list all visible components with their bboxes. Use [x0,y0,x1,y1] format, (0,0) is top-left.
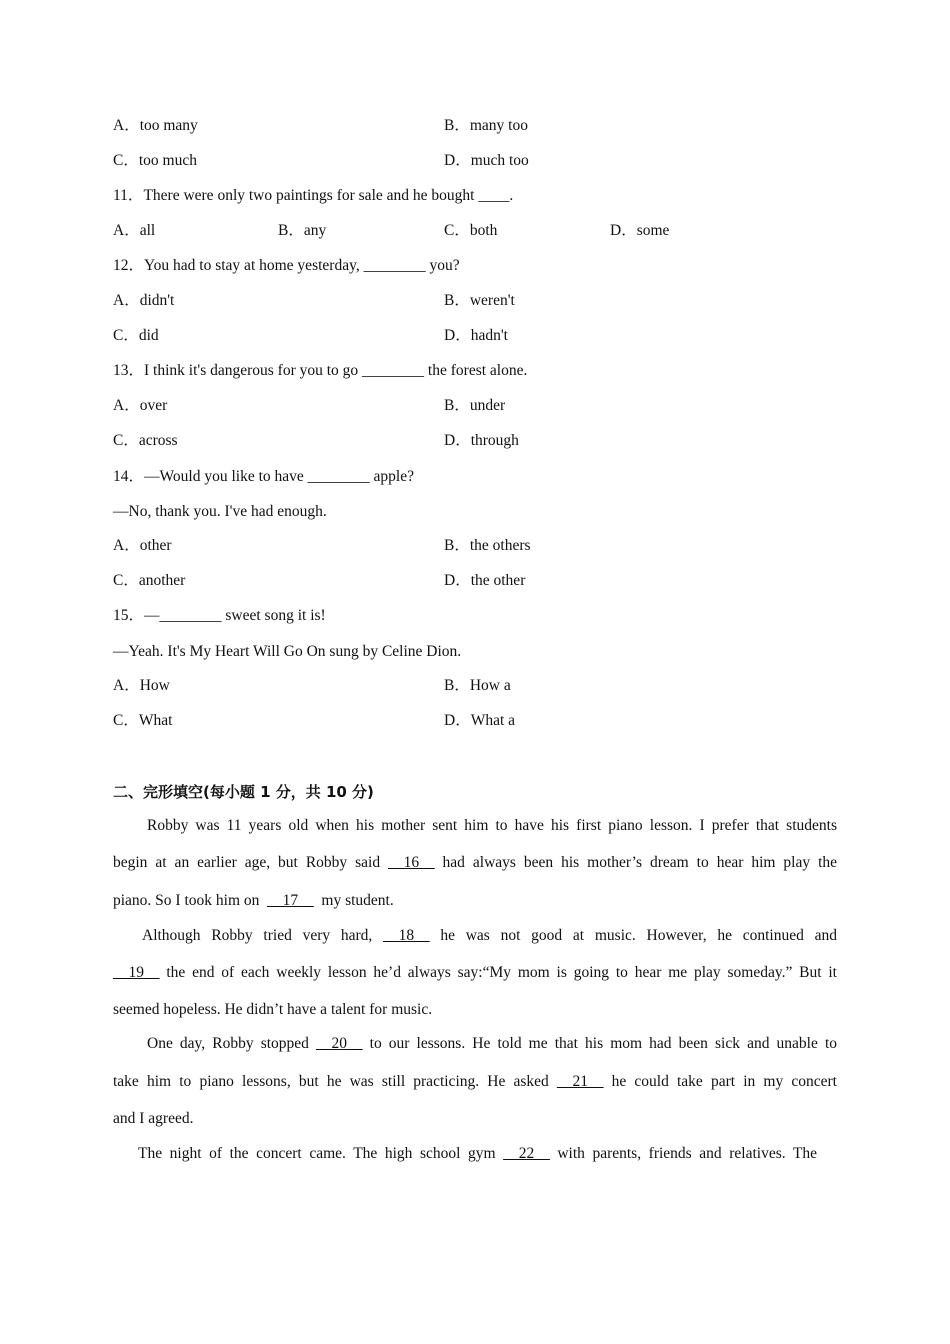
passage-p3-line-3: and I agreed. [113,1110,194,1127]
q15-option-d: D．What a [444,712,516,729]
q12-option-d: D．hadn't [444,327,508,344]
passage-text: One day, Robby stopped [147,1035,309,1052]
q15-stem-line [113,606,326,626]
q10-option-a: A．too many [113,117,198,134]
q14-option-d: D．the other [444,572,526,589]
passage-text: the end of each weekly lesson he’d always say:“My mom is going to hear me play someday.” But it [166,964,837,981]
q12-stem: You had to stay at home yesterday, ________ you? [144,257,460,274]
q13-stem-line [113,361,527,381]
blank-19: __19__ [113,964,160,981]
q13-option-c: C．across [113,432,178,449]
q11-option-c: C．both [444,222,498,239]
passage-text: piano. So I took him on [113,892,260,909]
blank-16: __16__ [388,854,435,871]
passage-p1-line-1: Robby was 11 years old when his mother sent him to have his first piano lesson. I prefer that students [147,817,837,834]
q12-option-a: A．didn't [113,292,175,309]
passage-p3-line-1 [113,1034,837,1054]
passage-p1-line-3 [113,891,837,911]
q15-option-c: C．What [113,712,173,729]
q13-option-d: D．through [444,432,519,449]
passage-p4-line-1 [113,1144,817,1164]
q14-number: 14． [113,468,145,485]
passage-text: take him to piano lessons, but he was still practicing. He asked [113,1073,549,1090]
passage-text: Although Robby tried very hard, [142,927,373,944]
passage-p1-line-2 [113,853,837,873]
passage-p3-line-2 [113,1072,837,1092]
q12-option-b: B．weren't [444,292,515,309]
passage-p2-line-3: seemed hopeless. He didn’t have a talent for music. [113,1001,433,1018]
q14-option-c: C．another [113,572,186,589]
q14-option-a: A．other [113,537,172,554]
passage-p2-line-2 [113,963,837,983]
q12-option-c: C．did [113,327,159,344]
q13-option-b: B．under [444,397,506,414]
q13-stem: I think it's dangerous for you to go ________ the forest alone. [144,362,528,379]
passage-text: he could take part in my concert [611,1073,837,1090]
section-2-title: 二、完形填空(每小题 1 分，共 10 分) [113,783,374,801]
passage-text: he was not good at music. However, he continued and [440,927,838,944]
q11-stem-line [113,186,513,206]
q12-number: 12． [113,257,145,274]
q10-option-b: B．many too [444,117,528,134]
q15-stem: —________ sweet song it is! [144,607,326,624]
q13-option-a: A．over [113,397,168,414]
q11-stem: There were only two paintings for sale and he bought ____. [143,187,514,204]
q14-stem-line [113,467,414,487]
q14-reply: —No, thank you. I've had enough. [113,503,327,520]
q15-option-a: A．How [113,677,170,694]
q12-stem-line [113,256,460,276]
passage-text: had always been his mother’s dream to hear him play the [442,854,838,871]
passage-text: to our lessons. He told me that his mom had been sick and unable to [369,1035,838,1052]
q11-number: 11． [113,187,144,204]
q15-number: 15． [113,607,145,624]
blank-22: __22__ [503,1145,550,1162]
passage-text: The night of the concert came. The high school gym [138,1145,496,1162]
q15-option-b: B．How a [444,677,511,694]
blank-20: __20__ [316,1035,363,1052]
passage-text: begin at an earlier age, but Robby said [113,854,381,871]
q10-option-c: C．too much [113,152,197,169]
blank-18: __18__ [383,927,430,944]
q14-stem: —Would you like to have ________ apple? [144,468,414,485]
q15-reply: —Yeah. It's My Heart Will Go On sung by Celine Dion. [113,643,462,660]
passage-p2-line-1 [113,926,837,946]
q11-option-b: B．any [278,222,327,239]
passage-text: my student. [321,892,394,909]
blank-17: __17__ [267,892,314,909]
q11-option-d: D．some [610,222,670,239]
q11-option-a: A．all [113,222,156,239]
q10-option-d: D．much too [444,152,529,169]
passage-text: with parents, friends and relatives. The [557,1145,818,1162]
blank-21: __21__ [556,1073,604,1090]
q14-option-b: B．the others [444,537,531,554]
q13-number: 13． [113,362,145,379]
